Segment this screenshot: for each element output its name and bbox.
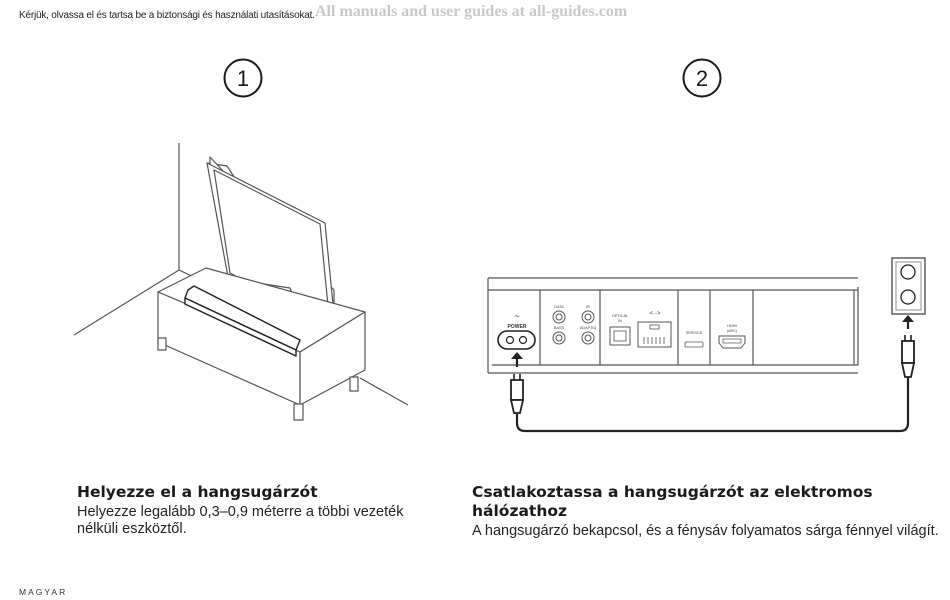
step-1-number: 1 [236,66,250,91]
data-label: DATA [554,305,564,309]
power-connection-illustration [480,255,940,445]
ir-label: IR [586,305,590,309]
step-2-number: 2 [695,66,709,91]
step-2-number-badge [681,57,723,99]
adaptiq-label: ADAPTiQ [579,326,597,330]
language-footer: MAGYAR [19,587,68,597]
hdmi-label: HDMI [727,324,737,328]
ac-symbol: ~ [514,311,520,321]
step-2-title: Csatlakoztassa a hangsugárzót az elektromos hálózathoz [472,483,873,520]
power-cable [517,383,908,431]
step-1-title: Helyezze el a hangsugárzót [77,483,318,501]
optical-in-label: IN [618,319,622,323]
service-label: SERVICE [685,331,703,335]
safety-note: Kérjük, olvassa el és tartsa be a biztonsági és használati utasításokat. [19,10,315,21]
power-cord-soundbar-end [511,352,523,413]
optical-label: OPTICAL [611,314,629,318]
power-label: POWER [507,324,527,330]
step-1-description: Helyezze legalább 0,3–0,9 méterre a többi vezeték nélküli eszköztől. [77,504,404,537]
power-port [498,311,535,349]
hdmi-arc-label: (ARC) [726,329,738,333]
bass-label: BASS [553,326,565,330]
power-cord-wall-end [902,315,914,385]
wall-outlet [892,258,925,314]
step-2-description: A hangsugárzó bekapcsol, és a fénysáv folyamatos sárga fénnyel világít. [472,523,939,539]
ethernet-icon: <··> [649,311,661,317]
watermark: All manuals and user guides at all-guides.com [315,3,628,20]
step-1-number-badge [222,57,264,99]
soundbar-placement-illustration [60,130,420,440]
